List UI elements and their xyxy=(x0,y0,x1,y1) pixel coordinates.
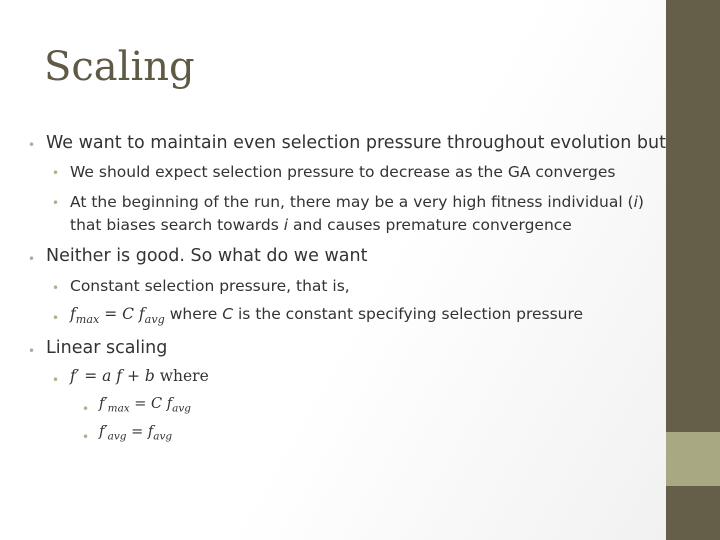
bullet-expect-decrease: We should expect selection pressure to decrease as the GA converges xyxy=(70,163,616,181)
decorative-side-block xyxy=(666,432,720,486)
bullet-marker: • xyxy=(28,138,36,152)
bullet-constant-pressure: Constant selection pressure, that is, xyxy=(70,277,350,295)
bullet-high-fitness-cont: that biases search towards i and causes premature convergence xyxy=(70,216,572,234)
formula-fprime-max: $f'_{max} = C$ $f_{avg}$ xyxy=(99,396,191,415)
slide-title: Scaling xyxy=(44,44,195,90)
formula-fprime-avg: $f'_{avg} = f_{avg}$ xyxy=(99,424,173,443)
formula-fmax: $f_{max} = C$ $f_{avg}$ xyxy=(70,305,165,326)
bullet-neither-good: Neither is good. So what do we want xyxy=(46,246,368,266)
bullet-marker: • xyxy=(28,344,36,358)
bullet-marker: • xyxy=(82,430,90,444)
bullet-marker: • xyxy=(52,196,60,210)
bullet-marker: • xyxy=(52,166,60,180)
bullet-maintain-pressure: We want to maintain even selection pressure throughout evolution but xyxy=(46,133,666,153)
bullet-marker: • xyxy=(52,281,60,295)
bullet-fmax-formula: $f_{max} = C$ $f_{avg}$ where C is the constant specifying selection pressure xyxy=(70,305,584,326)
bullet-marker: • xyxy=(52,311,60,325)
bullet-high-fitness: At the beginning of the run, there may be a very high fitness individual (i) xyxy=(70,193,644,211)
bullet-marker: • xyxy=(28,252,36,266)
bullet-fprime-max xyxy=(99,396,191,415)
bullet-marker: • xyxy=(82,402,90,416)
bullet-linear-scaling: Linear scaling xyxy=(46,338,168,358)
bullet-marker: • xyxy=(52,373,60,387)
bullet-linear-formula: f′ = a f + b where xyxy=(70,367,209,385)
bullet-fprime-avg xyxy=(99,424,172,443)
formula-linear: f′ = a f + b xyxy=(70,367,155,385)
